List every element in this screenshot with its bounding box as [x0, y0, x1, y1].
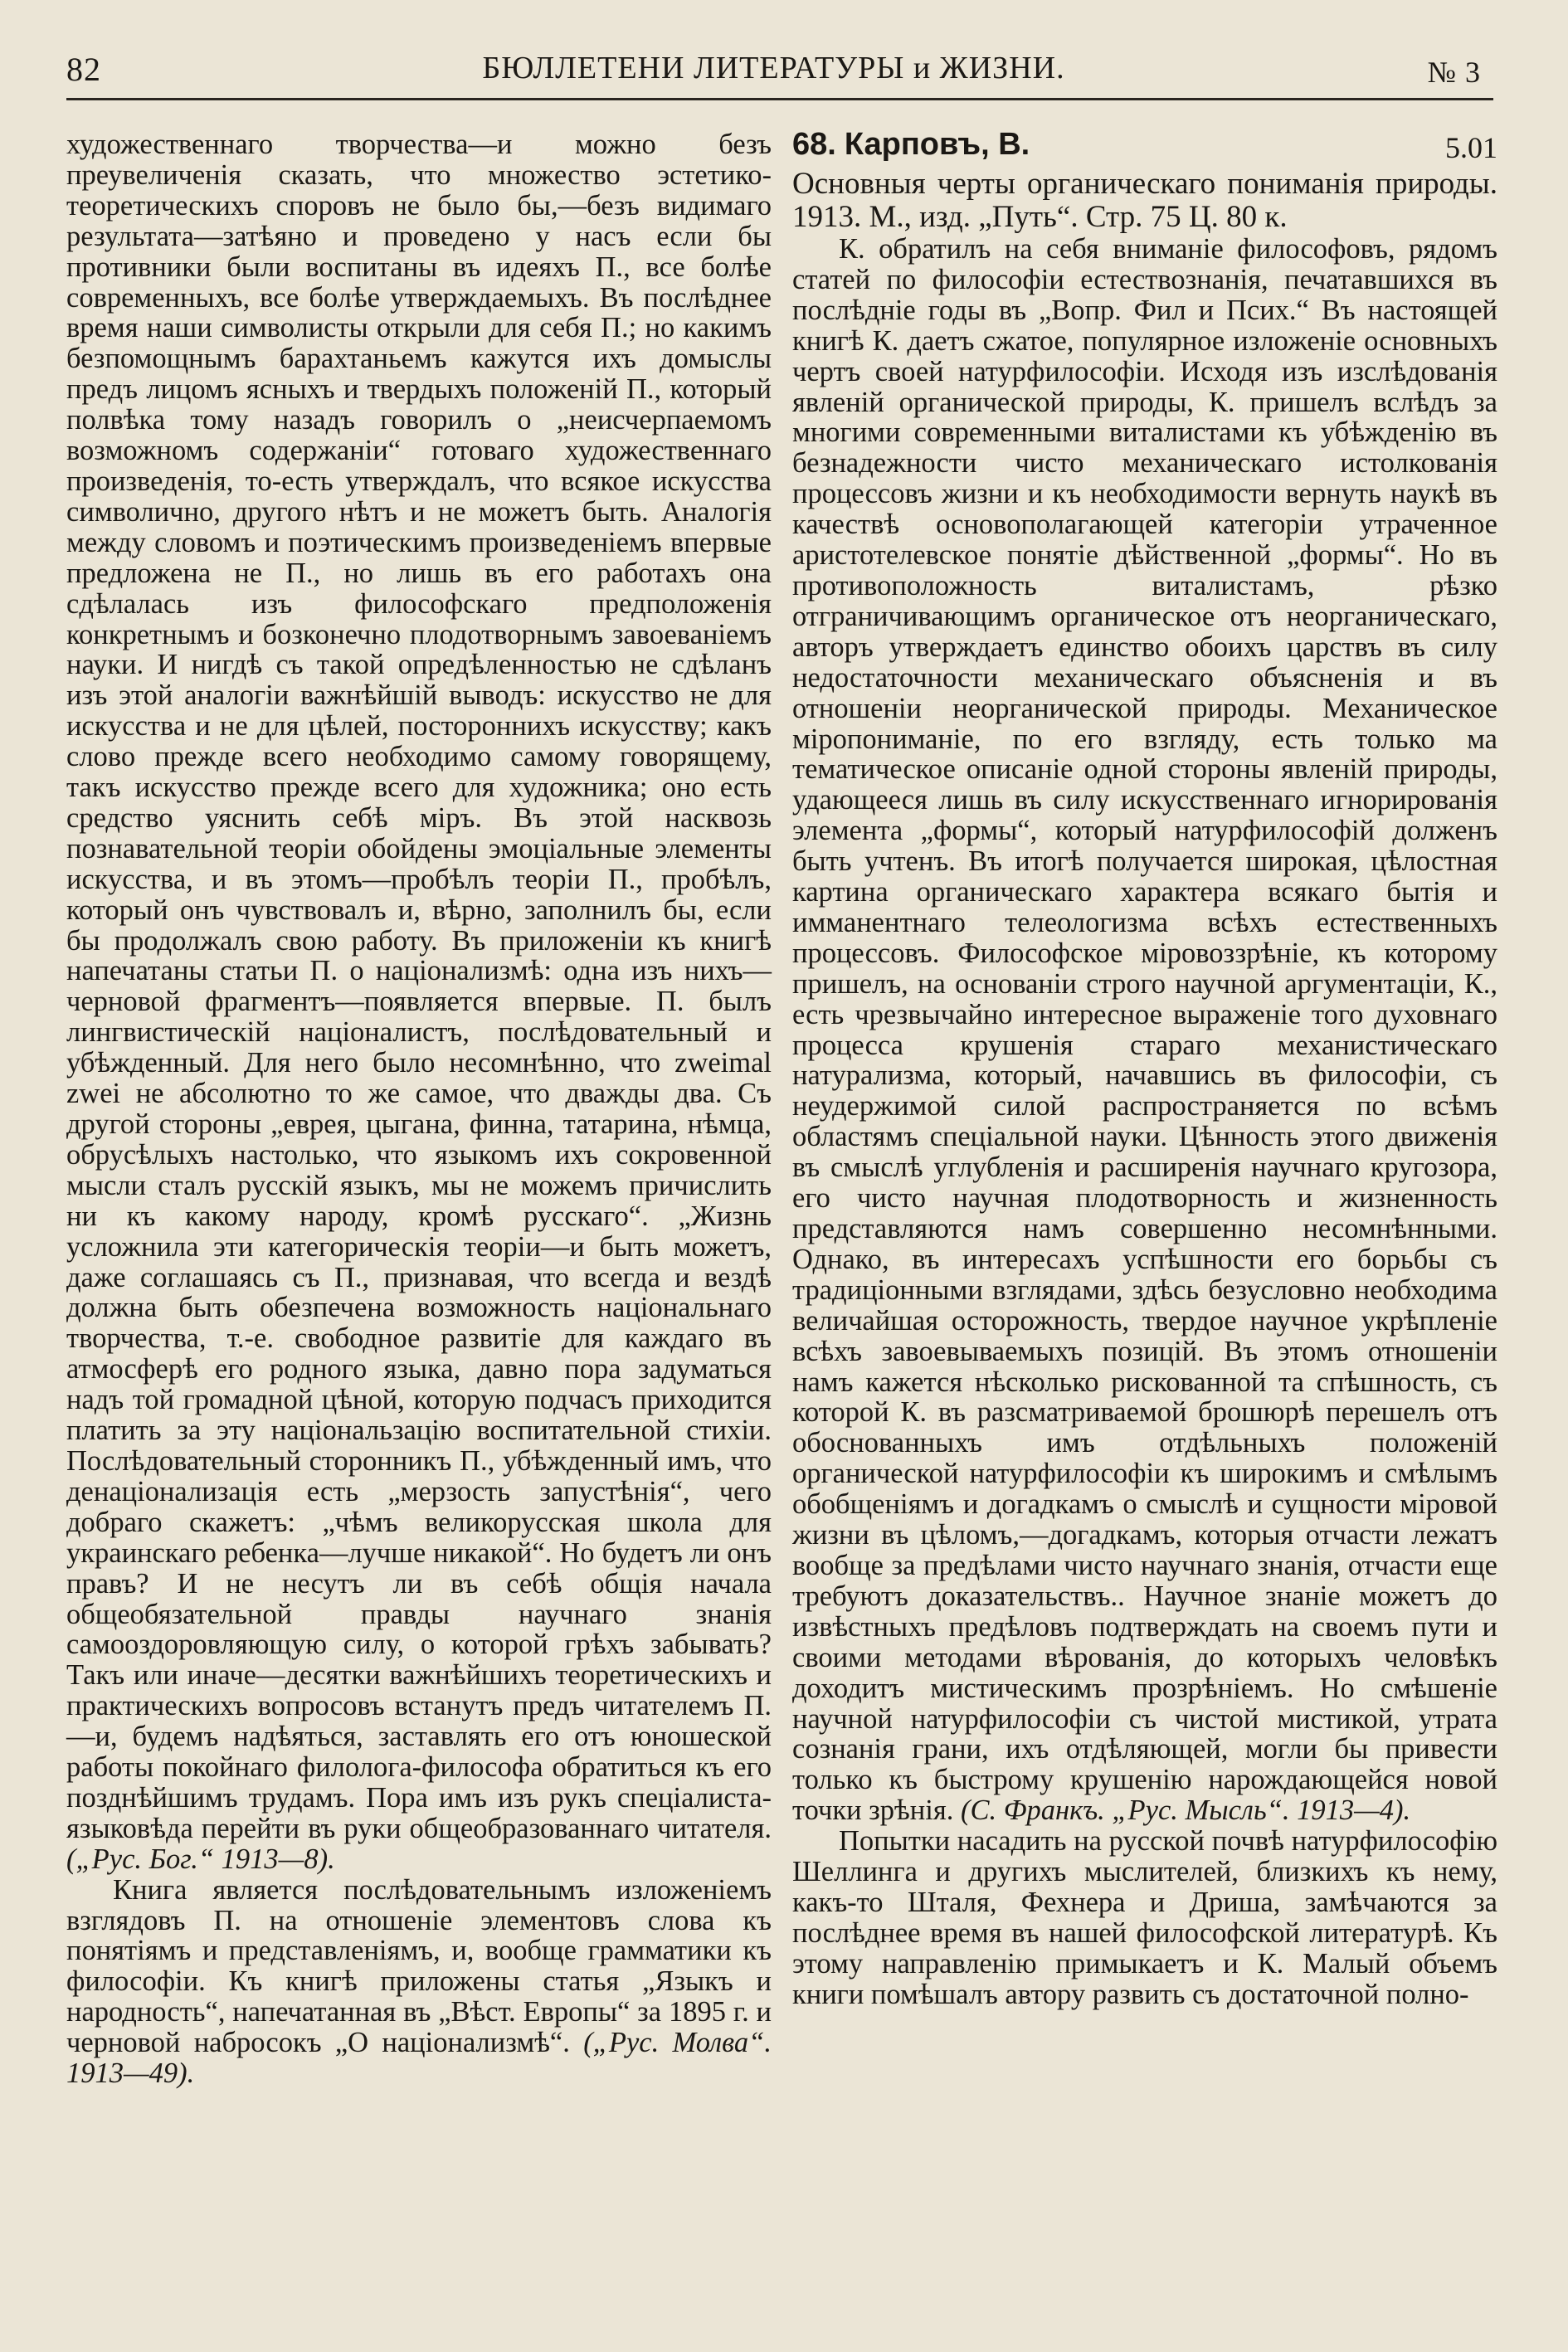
entry-heading — [792, 129, 1497, 168]
review-paragraph — [792, 234, 1497, 1826]
running-head — [66, 41, 1481, 100]
right-column — [792, 129, 1497, 2010]
review-paragraph-text: Попытки насадить на русской почвѣ натурфилософію Шеллинга и другихъ мыслителей, близкихъ къ нему, какъ-то Шталя, Фехнера и Дриша, замѣчаются за послѣднее время въ нашей философской литературѣ. Къ этому направленію примыкаетъ и К. Малый объемъ книги помѣшалъ автору развить съ достаточной полно- — [792, 1825, 1497, 2010]
review-source: („Рус. Бог.“ 1913—8). — [66, 1843, 335, 1875]
review-continuation — [66, 129, 772, 1875]
review-paragraph — [66, 1875, 772, 2089]
page-number: 82 — [66, 51, 101, 88]
entry-title: Основныя черты органическаго пониманія природы. 1913. М., изд. „Путь“. Стр. 75 Ц. 80 к. — [792, 167, 1497, 234]
left-column — [66, 129, 772, 2089]
issue-number: № 3 — [1427, 56, 1481, 89]
review-paragraph — [792, 1826, 1497, 2009]
entry-code: 5.01 — [1445, 131, 1497, 164]
journal-title: БЮЛЛЕТЕНИ ЛИТЕРАТУРЫ и ЖИЗНИ. — [482, 51, 1065, 85]
review-paragraph-text: Книга является послѣдовательнымъ изложеніемъ взглядовъ П. на отношеніе элементовъ слова къ понятіямъ и представленіямъ, и, вообще грамматики къ философіи. Къ книгѣ приложены статья „Языкъ и народность“, напечатанная въ „Вѣст. Европы“ за 1895 г. и черновой набросокъ „О націонализмѣ“. — [66, 1873, 772, 2059]
review-paragraph-text: К. обратилъ на себя вниманіе философовъ, рядомъ статей по философіи естествознанія, печатавшихся въ послѣдніе годы въ „Вопр. Фил и Псих.“ Въ настоящей книгѣ К. даетъ сжатое, популярное изложеніе основныхъ чертъ своей натурфилософіи. Исходя изъ изслѣдованія явленій органической природы, К. пришелъ вслѣдъ за многими современными виталистами къ убѣжденію въ безнадежности чисто механическаго истолкованія процессовъ жизни и къ необходимости вернуть наукѣ въ качествѣ основополагающей категоріи утраченное аристотелевское понятіе дѣйственной „формы“. Но въ противоположность виталистамъ, рѣзко отграничивающимъ органическое отъ неорганическаго, авторъ утверждаетъ единство обоихъ царствъ въ силу недостаточности механическаго объясненія и въ отношеніи неорганической природы. Механическое міропониманіе, по его взгляду, есть только ма тематическое описаніе одной стороны явленій природы, удающееся лишь въ силу искусственнаго игнорированія элемента „формы“, который натурфилософій долженъ быть учтенъ. Въ итогѣ получается широкая, цѣлостная картина органическаго характера всякаго бытія и имманентнаго телеологизма всѣхъ естественныхъ процессовъ. Философское міровоззрѣніе, къ которому пришелъ, на основаніи строго научной аргументаціи, К., есть чрезвычайно интересное выраженіе того духовнаго процесса крушенія стараго механистическаго натурализма, который, начавшись въ философіи, съ неудержимой силой распространяется по всѣмъ областямъ спеціальной науки. Цѣнность этого движенія въ смыслѣ углубленія и расширенія научнаго кругозора, его чисто научная плодотворность и жизненность представляются намъ совершенно несомнѣнными. Однако, въ интересахъ успѣшности его борьбы съ традиціонными взглядами, здѣсь безусловно необходима величайшая осторожность, твердое научное укрѣпленіе всѣхъ завоевываемыхъ позицій. Въ этомъ отношеніи намъ кажется нѣсколько рискованной та спѣшность, съ которой К. въ разсматриваемой брошюрѣ перешелъ отъ обоснованныхъ имъ отдѣльныхъ положеній органической натурфилософіи къ широкимъ и смѣлымъ обобщеніямъ и догадкамъ о смыслѣ и сущности міровой жизни въ цѣломъ,—догадкамъ, которыя отчасти лежатъ вообще за предѣлами чисто научнаго знанія, отчасти еще требуютъ доказательствъ.. Научное знаніе можетъ до извѣстныхъ предѣловъ подтверждать на своемъ пути и своими методами вѣрованія, до которыхъ человѣкъ доходитъ мистическимъ прозрѣніемъ. Но смѣшеніе научной натурфилософіи съ чистой мистикой, утрата сознанія грани, ихъ отдѣляющей, могли бы привести только къ быстрому крушенію нарождающейся новой точки зрѣнія. — [792, 233, 1497, 1827]
entry-author: Карповъ, В. — [844, 127, 1030, 162]
review-source: (С. Франкъ. „Рус. Мысль“. 1913—4). — [960, 1794, 1411, 1827]
review-source: („Рус. Молва“. 1913—49). — [66, 2027, 772, 2090]
entry-number: 68. — [792, 127, 836, 162]
header-rule — [66, 98, 1493, 100]
review-continuation-text: художественнаго творчества—и можно безъ преувеличенія сказать, что множество эстетико-теоретическихъ споровъ не было бы,—безъ видимаго результата—затѣяно и проведено у насъ если бы противники были воспитаны въ идеяхъ П., все болѣе современныхъ, все болѣе утверждаемыхъ. Въ послѣднее время наши символисты открыли для себя П.; но какимъ безпомощнымъ барахтаньемъ кажутся ихъ домыслы предъ лицомъ ясныхъ и твердыхъ положеній П., который полвѣка тому назадъ говорилъ о „неисчерпаемомъ возможномъ содержаніи“ готоваго художественнаго произведенія, то-есть утверждалъ, что всякое искусства символично, другого нѣтъ и не можетъ быть. Аналогія между словомъ и поэтическимъ произведеніемъ впервые предложена не П., но лишь въ его работахъ она сдѣлалась изъ философскаго предположенія конкретнымъ и бозконечно плодотворнымъ завоеваніемъ науки. И нигдѣ съ такой опредѣленностью не сдѣланъ изъ этой аналогіи важнѣйшій выводъ: искусство не для искусства и не для цѣлей, постороннихъ искусству; какъ слово прежде всего необходимо самому говорящему, такъ искусство прежде всего для художника; оно есть средство уяснить себѣ міръ. Въ этой насквозь познавательной теоріи обойдены эмоціальные элементы искусства, и въ этомъ—пробѣлъ теоріи П., пробѣлъ, который онъ чувствовалъ и, вѣрно, заполнилъ бы, если бы продолжалъ свою работу. Въ приложеніи къ книгѣ напечатаны статьи П. о націонализмѣ: одна изъ нихъ—черновой фрагментъ—появляется впервые. П. былъ лингвистическій націоналистъ, послѣдовательный и убѣжденный. Для него было несомнѣнно, что zweimal zwei не абсолютно то же самое, что дважды два. Съ другой стороны „еврея, цыгана, финна, татарина, нѣмца, обрусѣлыхъ настолько, что языкомъ ихъ сокровенной мысли сталъ русскій языкъ, мы не можемъ причислить ни къ какому народу, кромѣ русскаго“. „Жизнь усложнила эти категорическія теоріи—и быть можетъ, даже соглашаясь съ П., признавая, что всегда и вездѣ должна быть обезпечена возможность національнаго творчества, т.-е. свободное развитіе для каждаго въ атмосферѣ его родного языка, давно пора задуматься надъ той громадной цѣной, которую подчасъ приходится платить за эту національзацію воспитательной стихіи. Послѣдовательный сторонникъ П., убѣжденный имъ, что денаціонализація есть „мерзость запустѣнія“, чего добраго скажетъ: „чѣмъ великорусская школа для украинскаго ребенка—лучше никакой“. Но будетъ ли онъ правъ? И не несутъ ли въ себѣ общія начала общеобязательной правды научнаго знанія самооздоровляющую силу, о которой грѣхъ забывать? Такъ или иначе—десятки важнѣйшихъ теоретическихъ и практическихъ вопросовъ встанутъ предъ читателемъ П.—и, будемъ надѣяться, заставлять его отъ юношеской работы покойнаго филолога-философа обратиться къ его позднѣйшимъ трудамъ. Пора имъ изъ рукъ спеціалиста-языковѣда перейти въ руки общеобразованнаго читателя. — [66, 129, 772, 1844]
